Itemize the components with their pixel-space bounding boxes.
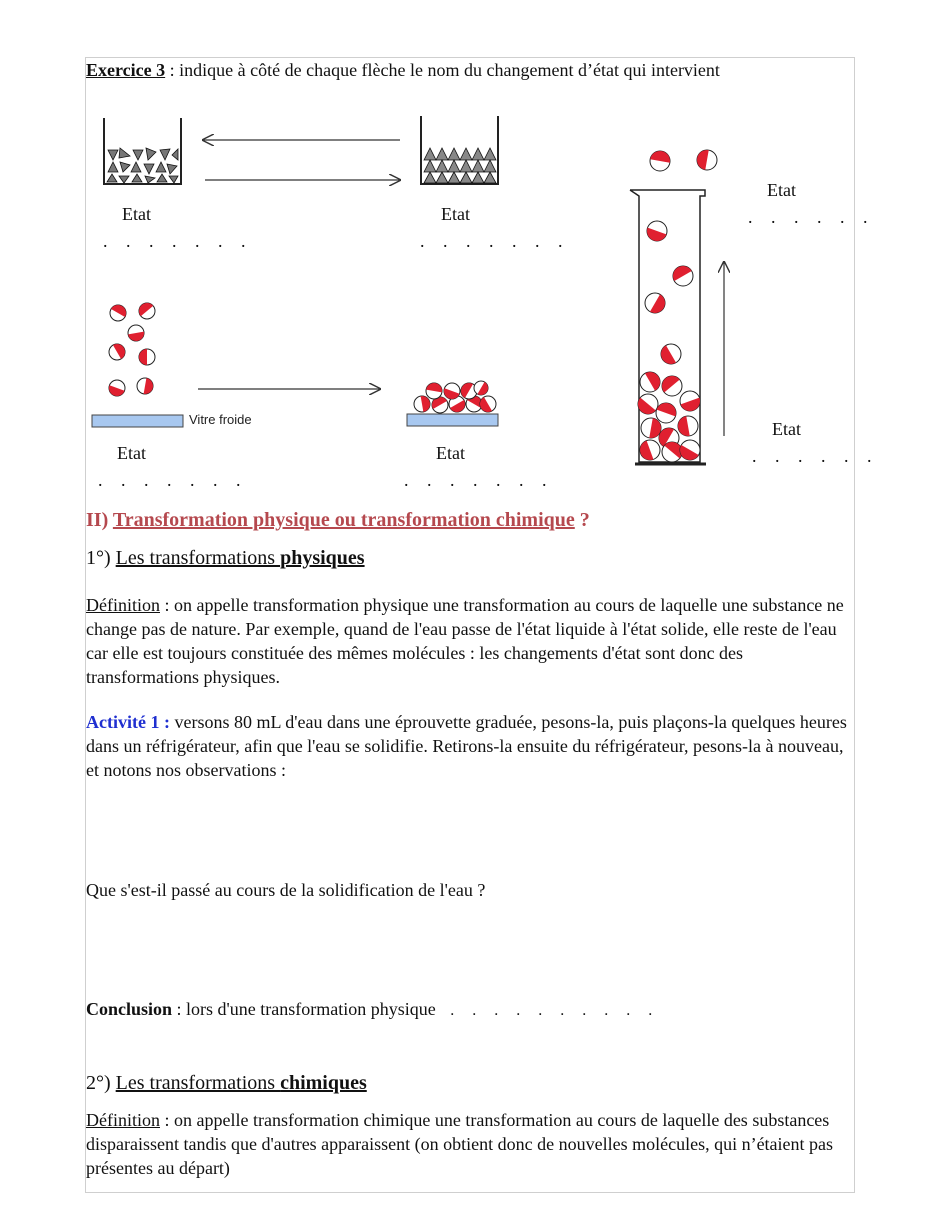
physical-definition <box>86 593 858 689</box>
exercise-title: Exercice 3 <box>86 60 166 80</box>
state-dots-6: . . . . . . <box>752 446 879 466</box>
activity-text: versons 80 mL d'eau dans une éprouvette graduée, pesons-la, puis plaçons-la quelques heures dans un réfrigérateur, afin que l'eau se solidifie. Retirons-la ensuite du réfrigérateur, pesons-la à nouveau, et notons nos observations : <box>86 712 847 780</box>
conclusion <box>86 997 858 1023</box>
physical-def-text: : on appelle transformation physique une transformation au cours de laquelle une substance ne change pas de nature. Par exemple, quand de l'eau passe de l'état liquide à l'état solide, elle reste de l'eau car elle est toujours constituée des mêmes molécules : les changements d'état sont donc des transformations physiques. <box>86 595 844 687</box>
activity-1 <box>86 710 858 782</box>
chemical-def-label: Définition <box>86 1110 160 1130</box>
chemical-title-bold: chimiques <box>280 1072 367 1094</box>
conclusion-label: Conclusion <box>86 999 173 1019</box>
section-2-heading: Transformation physique ou transformation chimique <box>112 509 575 531</box>
state-dots-2: . . . . . . . <box>420 231 570 251</box>
container-ordered <box>421 116 498 184</box>
state-dots-3: . . . . . . <box>748 207 875 227</box>
physical-title-plain: Les transformations <box>115 547 281 569</box>
state-label-4: Etat <box>117 443 146 463</box>
chemical-title-plain: Les transformations <box>115 1072 281 1094</box>
cold-glass-right <box>407 414 498 426</box>
section-2-title <box>86 507 590 533</box>
conclusion-dots: . . . . . . . . . . <box>450 1002 660 1019</box>
question: Que s'est-il passé au cours de la solidification de l'eau ? <box>86 880 486 900</box>
state-label-2: Etat <box>441 204 470 224</box>
section-2-number: II) <box>86 509 113 531</box>
chemical-number: 2°) <box>86 1072 116 1094</box>
state-label-5: Etat <box>436 443 465 463</box>
physical-title-bold: physiques <box>280 547 365 569</box>
state-dots-5: . . . . . . . <box>404 470 554 490</box>
activity-label: Activité 1 : <box>86 712 170 732</box>
liquid-molecules <box>634 368 703 463</box>
state-label-3: Etat <box>767 180 796 200</box>
container-disordered <box>104 118 181 184</box>
evaporating-molecules <box>644 148 717 367</box>
cold-glass-left <box>92 415 183 427</box>
exercise-instruction: : indique à côté de chaque flèche le nom du changement d’état qui intervient <box>165 60 720 80</box>
physical-number: 1°) <box>86 547 116 569</box>
chemical-heading <box>86 1070 367 1096</box>
vapour-molecules <box>107 300 155 399</box>
physical-heading <box>86 545 365 571</box>
condensed-molecules <box>414 380 496 415</box>
chemical-def-text: : on appelle transformation chimique une transformation au cours de laquelle des substances disparaissent tandis que d'autres apparaissent (on obtient donc de nouvelles molécules, qui n’étaient pas présentes au départ) <box>86 1110 834 1178</box>
conclusion-text: : lors d'une transformation physique <box>172 999 436 1019</box>
chemical-definition <box>86 1108 858 1180</box>
section-2-suffix: ? <box>574 509 590 531</box>
cold-glass-label: Vitre froide <box>189 412 252 427</box>
state-label-1: Etat <box>122 204 151 224</box>
state-dots-1: . . . . . . . <box>103 231 253 251</box>
state-label-6: Etat <box>772 419 801 439</box>
physical-def-label: Définition <box>86 595 160 615</box>
state-dots-4: . . . . . . . <box>98 470 248 490</box>
